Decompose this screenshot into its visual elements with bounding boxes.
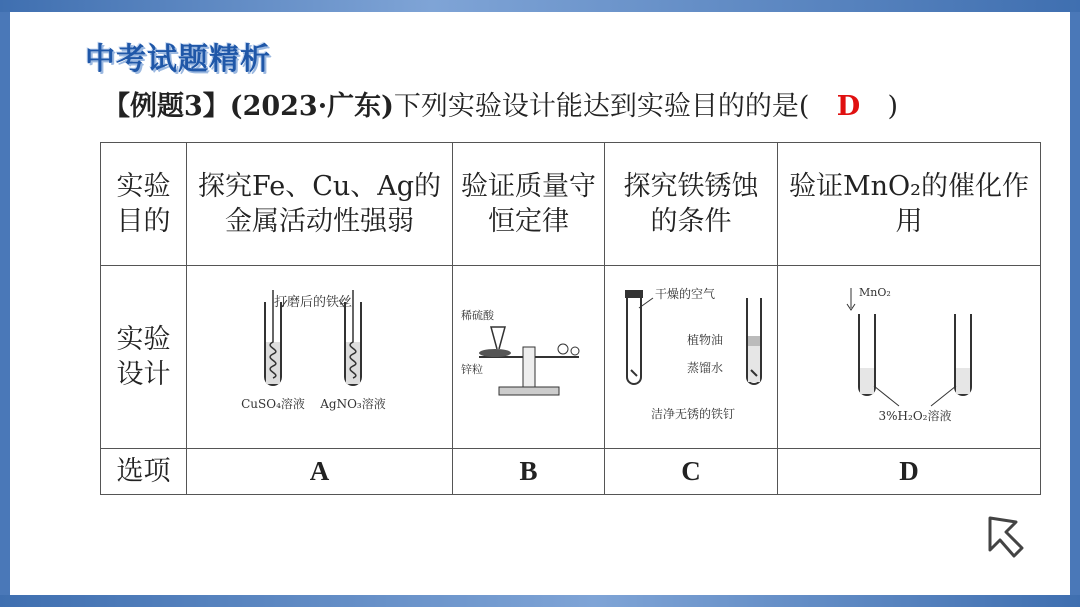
- purpose-b: 验证质量守恒定律: [453, 143, 605, 266]
- design-row: [101, 266, 1041, 449]
- experiment-table: [100, 142, 1041, 495]
- figure-c-oil-label: 植物油: [687, 333, 724, 347]
- figure-d-catalyst-label: MnO₂: [859, 286, 891, 299]
- figure-d-catalyst-test: [819, 282, 999, 432]
- option-a: A: [187, 449, 453, 495]
- figure-c-air-label: 干燥的空气: [655, 287, 716, 301]
- figure-a-test-tubes: [235, 282, 405, 432]
- figure-b-zinc-label: 锌粒: [461, 363, 483, 376]
- section-title: 中考试题精析: [85, 42, 271, 77]
- question-text: 下列实验设计能达到实验目的的是(: [393, 91, 810, 122]
- figure-a-wire-label: 打磨后的铁丝: [273, 295, 352, 310]
- top-border: [0, 0, 1080, 12]
- slide: [10, 12, 1070, 595]
- row-header-option: 选项: [101, 449, 187, 495]
- figure-a-cell: [187, 266, 453, 449]
- figure-c-water-label: 蒸馏水: [687, 361, 724, 375]
- figure-b-acid-label: 稀硫酸: [461, 309, 494, 322]
- row-header-purpose: 实验目的: [101, 143, 187, 266]
- question-source: (2023·广东): [229, 91, 394, 122]
- bottom-border: [0, 595, 1080, 607]
- figure-c-rust-test: [611, 282, 776, 432]
- purpose-a: 探究Fe、Cu、Ag的金属活动性强弱: [187, 143, 453, 266]
- figure-c-nail-label: 洁净无锈的铁钉: [650, 407, 736, 421]
- purpose-c: 探究铁锈蚀的条件: [605, 143, 778, 266]
- row-header-design: 实验设计: [101, 266, 187, 449]
- figure-b-cell: [453, 266, 605, 449]
- figure-b-balance: [459, 297, 599, 417]
- figure-a-left-solution: CuSO₄溶液: [240, 397, 305, 411]
- question-tag: 【例题3】: [103, 91, 230, 122]
- answer-label: D: [836, 91, 861, 122]
- option-b: B: [453, 449, 605, 495]
- option-c: C: [605, 449, 778, 495]
- figure-a-right-solution: AgNO₃溶液: [319, 397, 386, 411]
- purpose-d: 验证MnO₂的催化作用: [778, 143, 1041, 266]
- option-row: [101, 449, 1041, 495]
- figure-d-solution-label: 3%H₂O₂溶液: [878, 409, 952, 423]
- option-d: D: [778, 449, 1041, 495]
- figure-c-cell: [605, 266, 778, 449]
- question-close: ): [887, 91, 898, 122]
- back-arrow-icon[interactable]: [982, 510, 1032, 564]
- question: [103, 84, 898, 123]
- purpose-row: [101, 143, 1041, 266]
- figure-d-cell: [778, 266, 1041, 449]
